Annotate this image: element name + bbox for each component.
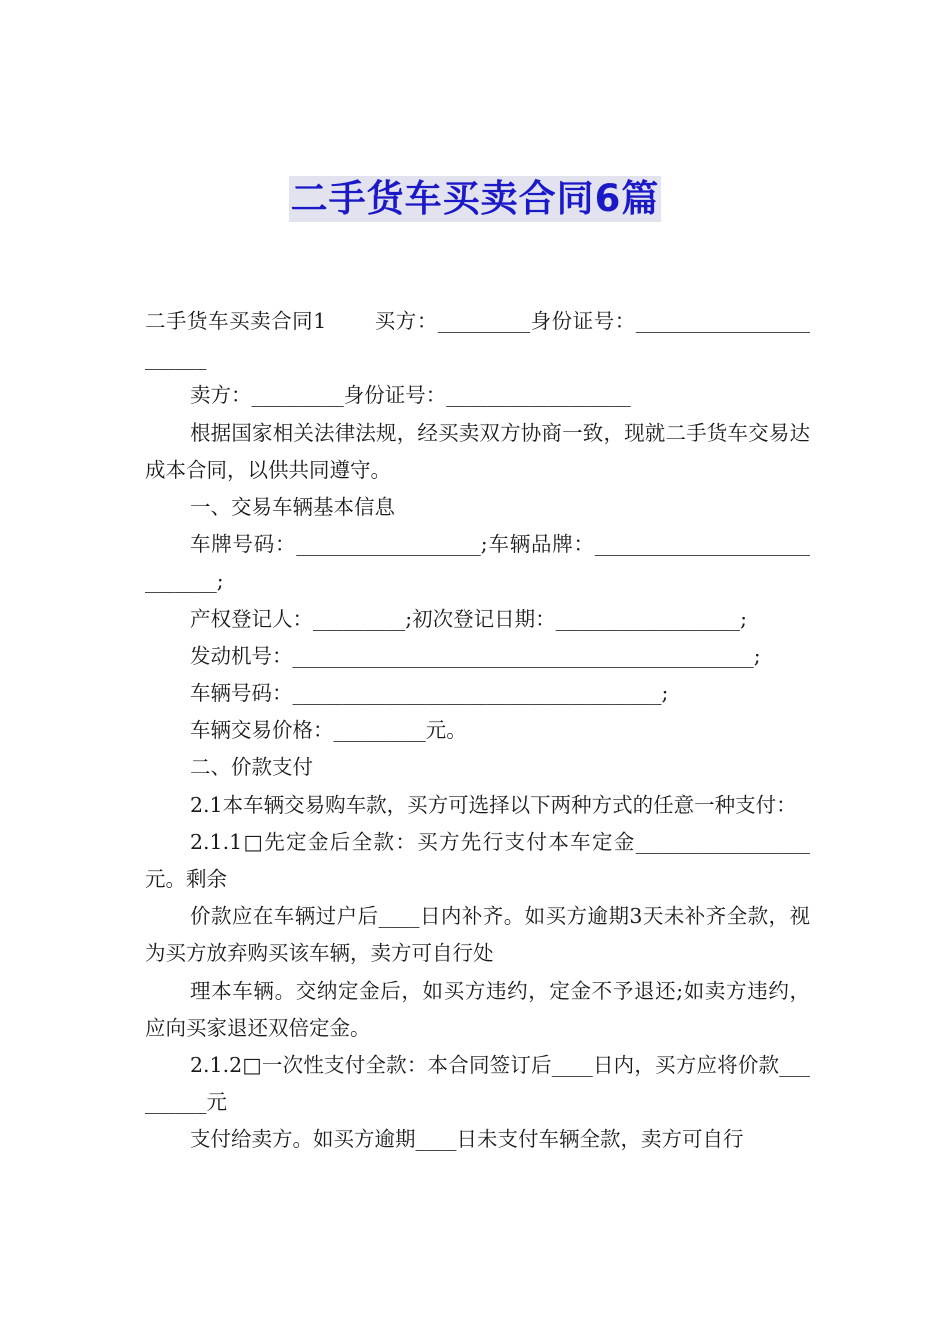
paragraph-2-1-1: 2.1.1□先定金后全款：买方先行支付本车定金_________________元。剩余 [145,829,810,892]
paragraph-plate-brand: 车牌号码：__________________;车辆品牌：____________________________; [145,532,810,594]
paragraph-seller: 卖方：_________身份证号：__________________ [190,383,631,408]
section-heading-payment: 二、价款支付 [190,755,313,780]
paragraph-2-1-2: 2.1.2□一次性支付全款：本合同签订后____日内，买方应将价款_________元 [145,1053,810,1115]
paragraph-engine-number: 发动机号：_____________________________________________; [190,643,761,668]
section-heading-vehicle-info: 一、交易车辆基本信息 [190,495,395,520]
buyer-line: 买方：_________身份证号：_______________________ [145,309,811,371]
paragraph-full-payment: 支付给卖方。如买方逾期____日未支付车辆全款，卖方可自行 [190,1127,744,1152]
paragraph-balance: 价款应在车辆过户后____日内补齐。如买方逾期3天未补齐全款，视为买方放弃购买该车辆，卖方可自行处 [145,904,810,966]
paragraph-owner-date: 产权登记人：_________;初次登记日期：__________________; [190,606,748,631]
contract-number-label: 二手货车买卖合同1 [145,309,327,333]
title-container [0,176,950,222]
paragraph-deposit-rules: 理本车辆。交纳定金后，如买方违约，定金不予退还;如卖方违约，应向买家退还双倍定金。 [145,978,810,1040]
paragraph-vehicle-number: 车辆号码：____________________________________; [190,681,669,706]
document-title: 二手货车买卖合同6篇 [290,177,660,220]
paragraph-price: 车辆交易价格：_________元。 [190,718,467,743]
paragraph-preamble: 根据国家相关法律法规，经买卖双方协商一致，现就二手货车交易达成本合同，以供共同遵守。 [145,420,810,482]
document-body [145,303,810,1159]
paragraph-intro [145,303,810,377]
paragraph-2-1: 2.1本车辆交易购车款，买方可选择以下两种方式的任意一种支付： [190,792,797,817]
